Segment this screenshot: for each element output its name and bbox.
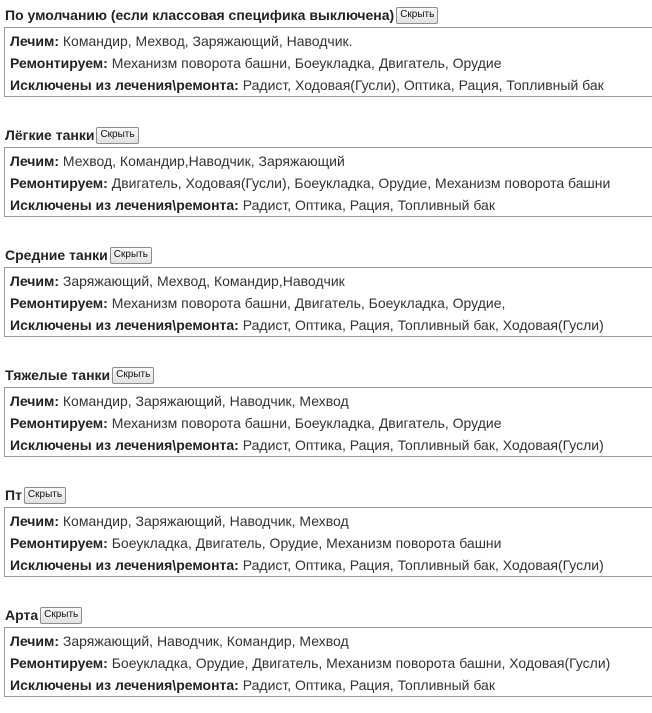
excluded-row — [10, 674, 652, 696]
info-box — [4, 27, 652, 97]
hide-button[interactable]: Скрыть — [40, 607, 82, 624]
section-header — [0, 5, 652, 25]
excluded-row — [10, 314, 652, 336]
heal-value: Командир, Заряжающий, Наводчик, Мехвод — [62, 513, 349, 529]
heal-value: Мехвод, Командир,Наводчик, Заряжающий — [62, 153, 345, 169]
section-title: Лёгкие танки — [5, 127, 95, 143]
excluded-label: Исключены из лечения\ремонта: — [10, 677, 239, 693]
heal-row — [10, 30, 652, 52]
excluded-value: Радист, Оптика, Рация, Топливный бак, Ходовая(Гусли) — [242, 437, 604, 453]
heal-value: Заряжающий, Мехвод, Командир,Наводчик — [62, 273, 345, 289]
heal-value: Командир, Заряжающий, Наводчик, Мехвод — [62, 393, 349, 409]
repair-row — [10, 652, 652, 674]
excluded-label: Исключены из лечения\ремонта: — [10, 317, 239, 333]
heal-label: Лечим: — [10, 153, 60, 169]
hide-button[interactable]: Скрыть — [396, 7, 438, 24]
repair-label: Ремонтируем: — [10, 415, 108, 431]
repair-label: Ремонтируем: — [10, 295, 108, 311]
repair-row — [10, 532, 652, 554]
heal-label: Лечим: — [10, 633, 60, 649]
section-header — [0, 125, 652, 145]
repair-value: Боеукладка, Двигатель, Орудие, Механизм поворота башни — [111, 535, 502, 551]
repair-value: Механизм поворота башни, Боеукладка, Двигатель, Орудие — [111, 55, 502, 71]
info-box — [4, 507, 652, 577]
repair-value: Механизм поворота башни, Боеукладка, Двигатель, Орудие — [111, 415, 502, 431]
repair-value: Боеукладка, Орудие, Двигатель, Механизм поворота башни, Ходовая(Гусли) — [111, 655, 611, 671]
repair-value: Двигатель, Ходовая(Гусли), Боеукладка, Орудие, Механизм поворота башни — [111, 175, 611, 191]
hide-button[interactable]: Скрыть — [24, 487, 66, 504]
section-title: Арта — [5, 607, 39, 623]
section-header — [0, 365, 652, 385]
section-artillery — [0, 605, 652, 697]
heal-label: Лечим: — [10, 513, 60, 529]
repair-label: Ремонтируем: — [10, 535, 108, 551]
heal-value: Командир, Мехвод, Заряжающий, Наводчик. — [62, 33, 353, 49]
section-default — [0, 5, 652, 97]
section-title: Тяжелые танки — [5, 367, 111, 383]
info-box — [4, 387, 652, 457]
excluded-label: Исключены из лечения\ремонта: — [10, 557, 239, 573]
repair-row — [10, 52, 652, 74]
section-medium-tanks — [0, 245, 652, 337]
section-title: Пт — [5, 487, 22, 503]
excluded-value: Радист, Оптика, Рация, Топливный бак, Ходовая(Гусли) — [242, 317, 604, 333]
hide-button[interactable]: Скрыть — [112, 367, 154, 384]
hide-button[interactable]: Скрыть — [110, 247, 152, 264]
section-light-tanks — [0, 125, 652, 217]
heal-row — [10, 630, 652, 652]
excluded-row — [10, 554, 652, 576]
excluded-value: Радист, Оптика, Рация, Топливный бак, Ходовая(Гусли) — [242, 557, 604, 573]
repair-label: Ремонтируем: — [10, 55, 108, 71]
heal-label: Лечим: — [10, 33, 60, 49]
repair-row — [10, 292, 652, 314]
excluded-value: Радист, Оптика, Рация, Топливный бак — [242, 677, 495, 693]
heal-row — [10, 150, 652, 172]
heal-row — [10, 270, 652, 292]
excluded-label: Исключены из лечения\ремонта: — [10, 77, 239, 93]
heal-value: Заряжающий, Наводчик, Командир, Мехвод — [62, 633, 349, 649]
info-box — [4, 627, 652, 697]
repair-label: Ремонтируем: — [10, 175, 108, 191]
heal-row — [10, 390, 652, 412]
info-box — [4, 267, 652, 337]
repair-value: Механизм поворота башни, Двигатель, Боеукладка, Орудие, — [111, 295, 506, 311]
section-heavy-tanks — [0, 365, 652, 457]
section-header — [0, 245, 652, 265]
repair-row — [10, 172, 652, 194]
excluded-label: Исключены из лечения\ремонта: — [10, 197, 239, 213]
section-title: Средние танки — [5, 247, 108, 263]
hide-button[interactable]: Скрыть — [96, 127, 138, 144]
excluded-value: Радист, Ходовая(Гусли), Оптика, Рация, Топливный бак — [242, 77, 604, 93]
excluded-row — [10, 194, 652, 216]
heal-label: Лечим: — [10, 393, 60, 409]
section-title: По умолчанию (если классовая специфика выключена) — [5, 7, 395, 23]
section-header — [0, 485, 652, 505]
excluded-row — [10, 434, 652, 456]
repair-row — [10, 412, 652, 434]
excluded-row — [10, 74, 652, 96]
section-td — [0, 485, 652, 577]
excluded-label: Исключены из лечения\ремонта: — [10, 437, 239, 453]
excluded-value: Радист, Оптика, Рация, Топливный бак — [242, 197, 495, 213]
info-box — [4, 147, 652, 217]
heal-label: Лечим: — [10, 273, 60, 289]
repair-label: Ремонтируем: — [10, 655, 108, 671]
heal-row — [10, 510, 652, 532]
section-header — [0, 605, 652, 625]
